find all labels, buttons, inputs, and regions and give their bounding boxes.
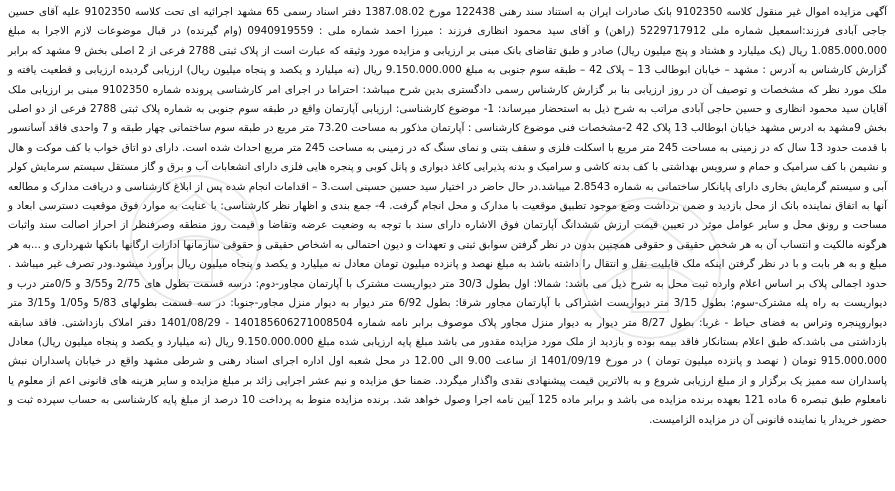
auction-notice-text: آگهی مزایده اموال غیر منقول کلاسه 9102350 بانک صادرات ایران به استناد سند رهنی 122438 مورخ 1387.08.02 دفتر اسناد رسمی 65 مشهد اجرائیه ای تحت کلاسه 9102350 علیه آقای حسین جاجی آبادی فرزند:اسمعیل شماره ملی 5229717912 (راهن) و آقای سید محمود انظاری فرزند : میرزا احمد شماره ملی : 0940919559 (وام گیرنده) در قبال موضوعات لازم الاجرا به مبلغ 1.085.000.000 ریال (یک میلیارد و هشتاد و پنج میلیون ریال) صادر و طبق تقاضای بانک مبنی بر ارزیابی و مزایده مورد وثیقه که عبارت است از پلاک ثبتی 2788 فرعی از 2 اصلی بخش 9 مشهد که برابر گزارش کارشناس به آدرس : مشهد – خیابان ابوطالب 13 – پلاک 42 – طبقه سوم جنوبی به مبلغ 9.150.000.000 ریال (نه میلیارد و یکصد و پنجاه میلیون ریال) ارزیابی گردیده ارزیابی و قطعیت یافته و ملک مورد نظر که مشخصات و توصیف آن در روز ارزیابی بنا بر گزارش کارشناس رسمی دادگستری بدین شرح میباشد: احتراما در اجرای امر کارشناسی پرونده شماره 9102350 مبنی بر ارزیابی ملک آقایان سید محمود انظاری و حسین حاجی آبادی مراتب به شرح ذیل به استحضار میرساند: 1- موضوع کارشناسی: ارزیابی آپارتمان واقع در طبقه سوم جنوبی به شماره پلاک ثبتی 2788 فرعی از دو اصلی بخش 9مشهد به ادرس مشهد خیابان ابوطالب 13 پلاک 42 2-مشخصات فنی موضوع کارشناسی : آپارتمان مذکور به مساحت 73.20 متر مربع در طبقه سوم ساختمانی چهار طبقه و 7 واحدی فاقد آسانسور با قدمت حدود 13 سال که در زمینی به مساحت 245 متر مربع با اسکلت فلزی و سقف بتنی و نمای سنگ که در زمینی به مساحت 245 متر مربع احداث شده است. دارای دو اتاق خواب با کف موکت و هال و نشیمن با کف سرامیک و حمام و سرویس بهداشتی با کف بدنه کاشی و سرامیک و بدنه پذیرایی کاغذ دیواری و پانل کوبی و پنجره هایی فلزی دارای انشعابات آب و برق و گاز مستقل سیستم سرمایش کولر آبی و سیستم گرمایش بخاری دارای پایانکار ساختمانی به شماره 2.8543 میباشد.در حال حاضر در اختیار سید حسین حسینی است.3 – اقدامات انجام شده پس از ابلاغ کارشناسی و دریافت مدارک و مطالعه آنها به اتفاق نماینده بانک از محل بازدید و ضمن برداشت وضع موجود تطبیق موقعیت با مدارک و محل انجام گرفت. 4- جمع بندی و اظهار نظر کارشناسی: با عنایت به موارد فوق موقعیت دسترسی ابعاد و مساحت و رونق محل و سایر عوامل موثر در تعیین قیمت ارزش ششدانگ آپارتمان فوق الاشاره دارای سند با توجه به وضعیت عرضه وتقاضا و قیمت روز منطقه وصرفنظر از احراز اصالت سند واثبات هرگونه مالکیت و انتساب آن به هر شخص حقیقی و حقوقی همچنین بدون در نظر گرفتن سوابق ثبتی و تعهدات و دیون احتمالی به اشخاص حقیقی و حقوقی سازمانها ادارات ارگانها بانکها شهرداری و ...به هر مبلغ و به هر بابت و با در نظر گرفتن اینکه ملک قابلیت نقل و انتقال را داشته باشد به مبلغ نهصد و پانزده میلیون تومان معادل نه میلیارد و یکصد و پنجاه میلیون ریال برآورد میشود.ودر تصرف غیر میباشد . حدود اجمالی پلاک بر اساس اعلام وارده ثبت محل به شرح ذیل می باشد: شمالا: اول بطول 30/3 متر دیواریست مشترک با آپارتمان مجاور-دوم: درسه قسمت بطول های 2/75 و3/55 و 0/5متر درب و دیواریست به راه پله مشترک-سوم: بطول 3/15 متر دیواریست اشتراکی با آپارتمان مجاور شرقا: بطول 6/92 متر دیوار به دیوار منزل مجاور-جنوبا: در سه قسمت بطولهای 5/83 و1/05 و3/15 متر دیواروپنجره وتراس به فضای حیاط - غربا: بطول 8/27 متر دیوار به دیوار منزل مجاور پلاک موصوف برابر نامه شماره 140185606271008504 - 1401/08/29 دفتر املاک بازداشتی. فاقد سابقه بازداشتی می باشد.که طبق اعلام بستانکار فاقد بیمه بوده و بازدید از ملک مورد مزایده مقدور می باشد مبلغ پایه ارزیابی شده مبلغ 9.150.000.000 ریال (نه میلیارد و یکصد و پنجاه میلیون ریال) معادل 915.000.000 تومان ( نهصد و پانزده میلیون تومان ) در مورخ 1401/09/19 از ساعت 9.00 الی 12.00 در محل شعبه اول اداره اجرای اسناد رهنی و شرطی مشهد واقع در خیابان پاسداران نبش پاسداران سه ممیز یک برگزار و از مبلغ ارزیابی شروع و به بالاترین قیمت پیشنهادی نقدی واگذار میگردد. ضمنا حق مزایده و نیم عشر اجرایی زائد بر مبلغ مزایده و سایر هزینه های قانونی اعم از معلوم یا نامعلوم طبق تبصره 6 ماده 121 بعهده برنده مزایده می باشد و برابر ماده 125 آیین نامه اجرا وصول خواهد شد. برنده مزایده منوط به پرداخت 10 درصد از مبلغ پایه کارشناسی به حساب سپرده ثبت و حضور خریدار یا نماینده قانونی آن در مزایده الزامیست. [8, 6, 888, 426]
